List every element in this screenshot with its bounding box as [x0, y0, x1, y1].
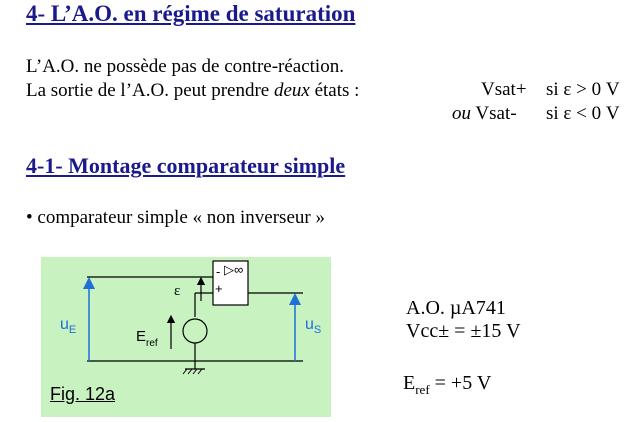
spec-eref: $E_{ref} = +5$ V: [403, 372, 492, 397]
paragraph-line-2: [26, 80, 359, 102]
state-vsat-plus: Vsat+: [481, 79, 527, 100]
figure-caption: Fig. 12a: [50, 384, 116, 404]
line2-italic: deux: [273, 80, 310, 101]
eref-source: [183, 319, 207, 343]
line2-end: états :: [309, 80, 360, 101]
ue-label: $u_E$: [60, 316, 77, 336]
bullet-item: • comparateur simple « non inverseur »: [26, 207, 325, 228]
spec-ao: A.O. µA741: [406, 297, 506, 319]
opamp-plus-label: +: [215, 281, 223, 296]
vsat-minus-label: Vsat-: [471, 103, 517, 124]
or-word: ou: [452, 103, 471, 124]
eref-figure-label: $E_{ref}$: [136, 328, 158, 349]
us-label: $u_S$: [305, 316, 322, 336]
state-cond-positive: si ε > 0 V: [546, 79, 620, 100]
spec-vcc: Vcc± = ±15 V: [406, 320, 521, 342]
state-vsat-minus: [452, 103, 517, 125]
opamp-minus-label: -: [216, 264, 221, 279]
paragraph-line-1: L’A.O. ne possède pas de contre-réaction.: [26, 56, 344, 77]
opamp-symbol: ▷∞: [224, 262, 244, 277]
section-heading: 4- L’A.O. en régime de saturation: [26, 1, 356, 26]
state-cond-negative: si ε < 0 V: [546, 103, 620, 124]
line2-start: La sortie de l’A.O. peut prendre: [26, 80, 274, 101]
subsection-heading: 4-1- Montage comparateur simple: [26, 153, 346, 178]
epsilon-label: ε: [174, 283, 181, 299]
